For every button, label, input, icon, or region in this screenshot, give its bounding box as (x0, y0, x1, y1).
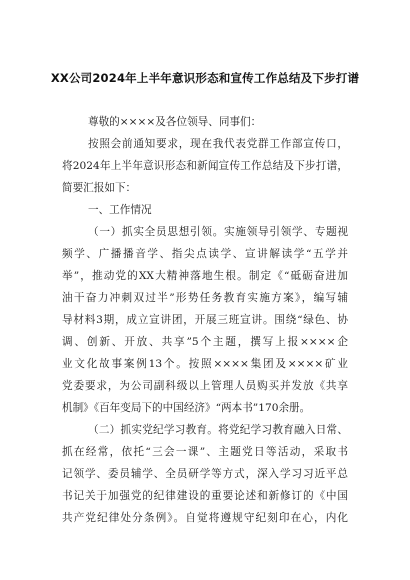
paragraph-line: 调、创新、开放、共享”5个主题，撰写上报××××企 (62, 336, 348, 348)
paragraph-line: （二）抓实党纪学习教育。将党纪学习教育融入日常、 (88, 424, 348, 436)
paragraph-line: 按照会前通知要求，现在我代表党群工作部宣传口， (88, 138, 348, 150)
paragraph-line: 记领学、委员辅学、全员研学等方式，深入学习习近平总 (62, 468, 348, 480)
paragraph-line: 将2024年上半年意识形态和新闻宣传工作总结及下步打谱， (62, 160, 348, 172)
salutation-line: 尊敬的××××及各位领导、同事们： (88, 116, 262, 128)
paragraph-line: 举”，推动党的XX大精神落地生根。制定《“砥砺奋进加 (62, 270, 348, 282)
paragraph-line: 导材料3期，成立宣讲团，开展三班宣讲。围绕“绿色、协 (62, 314, 348, 326)
paragraph-line: 机制》《百年变局下的中国经济》“两本书”170余册。 (62, 402, 311, 414)
section-heading: 一、工作情况 (88, 204, 152, 216)
document-title: XX公司2024年上半年意识形态和宣传工作总结及下步打谱 (50, 71, 360, 85)
paragraph-line: 书记关于加强党的纪律建设的重要论述和新修订的《中国 (62, 490, 348, 502)
paragraph-line: 频学、广播播音学、指尖点读学、宣讲解读学“五学并 (62, 248, 348, 260)
paragraph-line: 抓在经常，依托“三会一课”、主题党日等活动，采取书 (62, 446, 348, 458)
paragraph-line: 油干奋力冲刺双过半”形势任务教育实施方案》，编写辅 (62, 292, 348, 304)
paragraph-line: （一）抓实全员思想引领。实施领导引领学、专题视 (88, 226, 348, 238)
paragraph-line: 党委要求，为公司副科级以上管理人员购买并发放《共享 (62, 380, 348, 392)
paragraph-line: 业文化故事案例13个。按照××××集团及××××矿业 (62, 358, 348, 370)
paragraph-line: 简要汇报如下： (62, 182, 137, 194)
paragraph-line: 共产党纪律处分条例》。自觉将遵规守纪刻印在心，内化 (62, 512, 348, 524)
